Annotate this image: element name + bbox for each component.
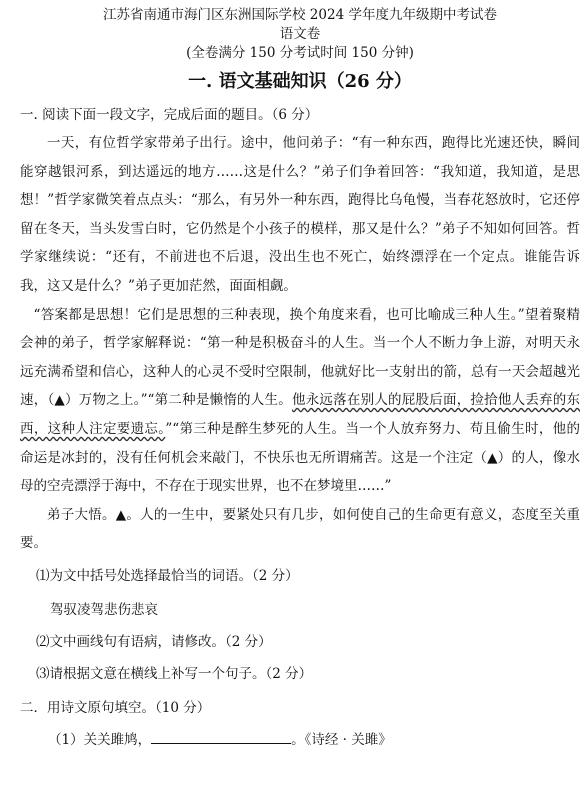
sub-question-1: ⑴为文中括号处选择最恰当的词语。（2 分） [36,567,299,584]
passage-paragraph-2 [20,301,580,501]
exam-title: 江苏省南通市海门区东洲国际学校 2024 学年度九年级期中考试卷 [103,7,497,23]
exam-subject: 语文卷 [279,26,321,42]
section-title: 一. 语文基础知识（26 分） [188,71,412,92]
exam-info: (全卷满分 150 分考试时间 150 分钟) [186,45,414,61]
exam-header [20,6,580,63]
answer-blank[interactable] [151,729,291,744]
passage-text: ”“第三种是醉生梦死的人生。当一个人放弃努力、苟且偷生时，他的命运是冰封的，没有任何机会来敲门，不快乐也无所谓痛苦。这是一个注定（▲）的人，像水母的空壳漂浮于海中，不存在于现实世界，也不在梦境里……” [20,420,580,495]
fill-blank-item-1 [20,726,580,754]
passage-paragraph-1: 一天，有位哲学家带弟子出行。途中，他问弟子：“有一种东西，跑得比光速还快，瞬间能穿越银河系，到达遥远的地方……这是什么？”弟子们争着回答：“我知道，我知道，是思想！”哲学家微笑着点点头：“那么，有另外一种东西，跑得比乌龟慢，当春花怒放时，它还停留在冬天，当头发雪白时，它仍然是个小孩子的模样，那又是什么？”弟子不知如何回答。哲学家继续说：“还有，不前进也不后退，没出生也不死亡，始终漂浮在一个定点。谁能告诉我，这又是什么？”弟子更加茫然，面面相觑。 [20,135,580,294]
poem-source: 。《诗经 · 关雎》 [291,731,392,748]
poem-line: （1）关关雎鸠， [48,731,152,748]
question-1-heading: 一. 阅读下面一段文字，完成后面的题目。（6 分） [20,107,319,123]
sub-question-3: ⑶请根据文意在横线上补写一个句子。（2 分） [36,665,313,682]
passage-text: “答案都是思想！它们是思想的三种表现，换个角度来看，也可比喻成三种人生。”望着聚精会神的弟子，哲学家解释说：“第一种是积极奋斗的人生。当一个人不断力争上游，对明天永远充满希望和信心，这种人的心灵不受时空限制，他就好比一支射出的箭，总有一天会超越光速，（▲）万物之上。”“第二种是懒惰的人生。 [20,306,580,409]
question-2-heading: 二．用诗文原句填空。（10 分） [20,699,211,716]
underlined-sentence: 他永远落在别人的屁股后面，捡拾他人丢弃的东西，这种人注定要遗忘。 [20,392,581,437]
word-options: 驾驭凌驾悲伤悲哀 [50,601,158,618]
sub-question-2: ⑵文中画线句有语病，请修改。（2 分） [36,633,272,650]
passage-paragraph-3: 弟子大悟。▲。人的一生中，要紧处只有几步，如何使自己的生命更有意义，态度至关重要。 [20,506,580,552]
